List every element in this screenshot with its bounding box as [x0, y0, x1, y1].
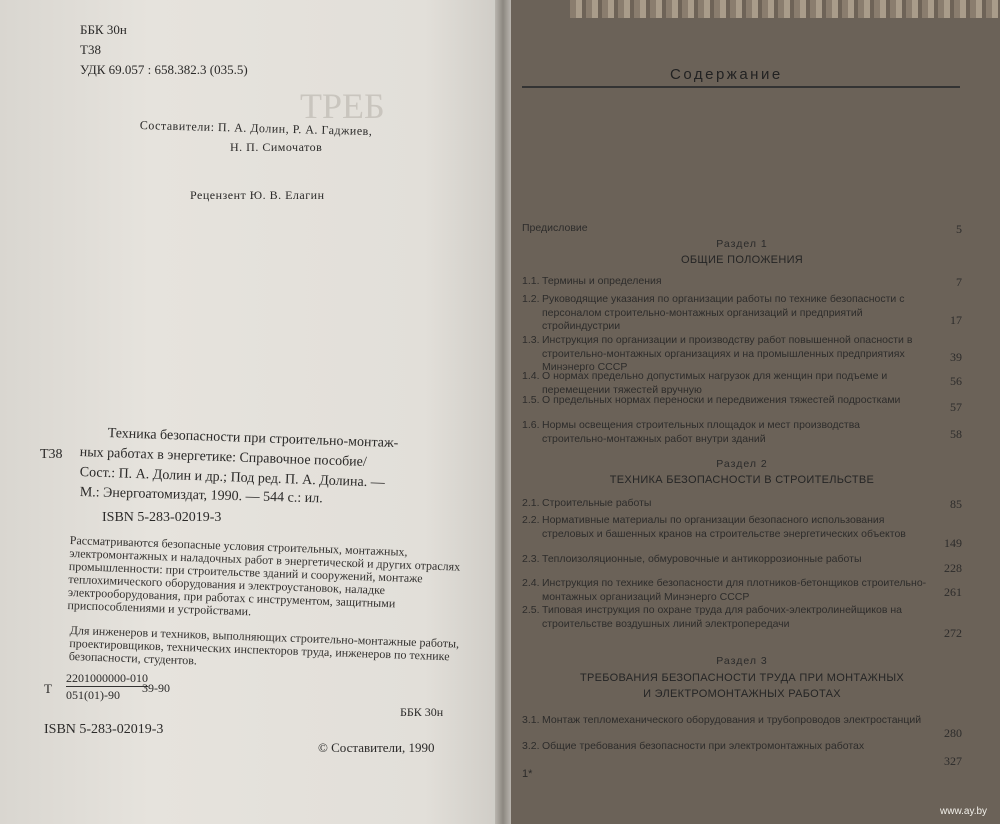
toc-item-page: 327 — [944, 754, 962, 768]
reviewer: Рецензент Ю. В. Елагин — [190, 188, 325, 202]
toc-heading: Содержание — [670, 66, 783, 83]
toc-item-text: Монтаж тепломеханического оборудования и трубопроводов электростанций — [542, 714, 922, 726]
toc-item-text: Термины и определения — [542, 275, 662, 287]
section-1-title: ОБЩИЕ ПОЛОЖЕНИЯ — [680, 254, 804, 266]
code-t: Т — [44, 681, 52, 696]
section-2-label: Раздел 2 — [716, 458, 768, 470]
toc-item-num: 2.2. — [522, 514, 540, 526]
signature-mark: 1* — [522, 768, 533, 780]
t38-code: Т38 — [80, 42, 101, 57]
watermark: www.ay.by — [940, 806, 988, 817]
toc-item-num: 3.2. — [522, 740, 540, 752]
section-3-title-line1: ТРЕБОВАНИЯ БЕЗОПАСНОСТИ ТРУДА ПРИ МОНТАЖНЫХ — [579, 672, 905, 684]
biblio-t38: Т38 — [40, 447, 63, 462]
toc-item-text: Строительные работы — [542, 497, 652, 509]
toc-item-num: 1.2. — [522, 293, 540, 305]
toc-item-text: Инструкция по технике безопасности для плотников-бетонщиков строительно-монтажных организаций Минэнерго СССР — [542, 577, 927, 603]
toc-item-num: 3.1. — [522, 714, 540, 726]
isbn-bottom: ISBN 5-283-02019-3 — [44, 722, 164, 737]
toc-item-page: 39 — [950, 350, 962, 364]
annotation: Рассматриваются безопасные условия строительных, монтажных, электромонтажных и наладочных работ в энергетической и других отраслях промышленности: при строительстве зданий и сооружений, монтаже теплохимического оборудования и электроустановок, наладке электрооборудования, при работах с инструментом, защитными приспособлениями и устройствами. — [67, 533, 461, 619]
toc-item-page: 7 — [956, 275, 962, 289]
compilers: Составители: П. А. Долин, Р. А. Гаджиев, — [139, 118, 373, 139]
code-price: 39-90 — [142, 681, 170, 695]
toc-item-num: 2.3. — [522, 553, 540, 565]
copyright: © Составители, 1990 — [318, 740, 435, 755]
toc-item-page: 261 — [944, 585, 962, 599]
toc-item-page: 17 — [950, 313, 962, 327]
toc-item-text: Общие требования безопасности при электромонтажных работах — [542, 740, 865, 752]
annotation-audience: Для инженеров и техников, выполняющих строительно-монтажные работы, проектировщиков, технических инспекторов труда, инженеров по технике безопасности, студентов. — [68, 623, 460, 668]
biblio-line3: Сост.: П. А. Долин и др.; Под ред. П. А. Долина. — — [79, 465, 385, 491]
toc-item-text: Руководящие указания по организации работы по технике безопасности с персоналом строительно-монтажных организаций и предприятий стройиндустрии — [542, 293, 905, 333]
section-1-label: Раздел 1 — [716, 238, 768, 250]
bbk-bottom: ББК 30н — [400, 705, 444, 719]
toc-item-text: О предельных нормах переноски и передвижения тяжестей подростками — [542, 394, 901, 406]
biblio-line2: ных работах в энергетике: Справочное пособие/ — [79, 445, 368, 471]
biblio-title: Техника безопасности при строительно-монтаж- — [107, 426, 399, 452]
toc-item-page: 58 — [950, 427, 962, 441]
toc-item-page: 272 — [944, 626, 962, 640]
toc-preface-page: 5 — [956, 222, 962, 236]
toc-item-page: 149 — [944, 536, 962, 550]
toc-item-page: 280 — [944, 726, 962, 740]
toc-item-text: Инструкция по организации и производству работ повышенной опасности в строительно-монтажных организациях и на промышленных предприятиях Минэнерго СССР — [542, 334, 913, 374]
toc-item-num: 1.5. — [522, 394, 540, 406]
code-top: 2201000000-010 — [66, 671, 148, 685]
toc-item-text: О нормах предельно допустимых нагрузок для женщин при подъеме и перемещении тяжестей вручную — [542, 370, 888, 396]
section-3-label: Раздел 3 — [716, 655, 768, 667]
isbn-top: ISBN 5-283-02019-3 — [102, 510, 222, 525]
toc-item-page: 85 — [950, 497, 962, 511]
toc-item-num: 1.1. — [522, 275, 540, 287]
biblio-line4: М.: Энергоатомиздат, 1990. — 544 с.: ил. — [79, 485, 323, 507]
toc-item-num: 2.4. — [522, 577, 540, 589]
background-carpet — [570, 0, 1000, 18]
toc-item-page: 228 — [944, 561, 962, 575]
udk-code: УДК 69.057 : 658.382.3 (035.5) — [80, 62, 248, 77]
toc-item-num: 2.1. — [522, 497, 540, 509]
toc-item-num: 1.4. — [522, 370, 540, 382]
bbk-code: ББК 30н — [80, 22, 127, 37]
toc-item-page: 56 — [950, 374, 962, 388]
compilers-cont: Н. П. Симочатов — [230, 140, 323, 154]
heading-rule — [522, 86, 960, 88]
toc-item-page: 57 — [950, 400, 962, 414]
section-3-title-line2: И ЭЛЕКТРОМОНТАЖНЫХ РАБОТАХ — [643, 688, 841, 700]
toc-item-num: 2.5. — [522, 604, 540, 616]
book-gutter — [495, 0, 511, 824]
toc-item-text: Нормативные материалы по организации безопасного использования стреловых и башенных кранов на строительстве энергетических объектов — [542, 514, 906, 540]
bleed-through-shadow: ТРЕБ — [300, 86, 385, 126]
toc-item-text: Нормы освещения строительных площадок и мест производства строительно-монтажных работ внутри зданий — [542, 419, 860, 445]
toc-item-num: 1.3. — [522, 334, 540, 346]
section-2-title: ТЕХНИКА БЕЗОПАСНОСТИ В СТРОИТЕЛЬСТВЕ — [609, 474, 875, 486]
code-bottom: 051(01)-90 — [66, 688, 120, 702]
toc-item-text: Типовая инструкция по охране труда для рабочих-электролинейщиков на строительстве воздушных линий электропередачи — [542, 604, 902, 630]
toc-preface-text: Предисловие — [522, 222, 588, 234]
toc-item-num: 1.6. — [522, 419, 540, 431]
toc-item-text: Теплоизоляционные, обмуровочные и антикоррозионные работы — [542, 553, 862, 565]
